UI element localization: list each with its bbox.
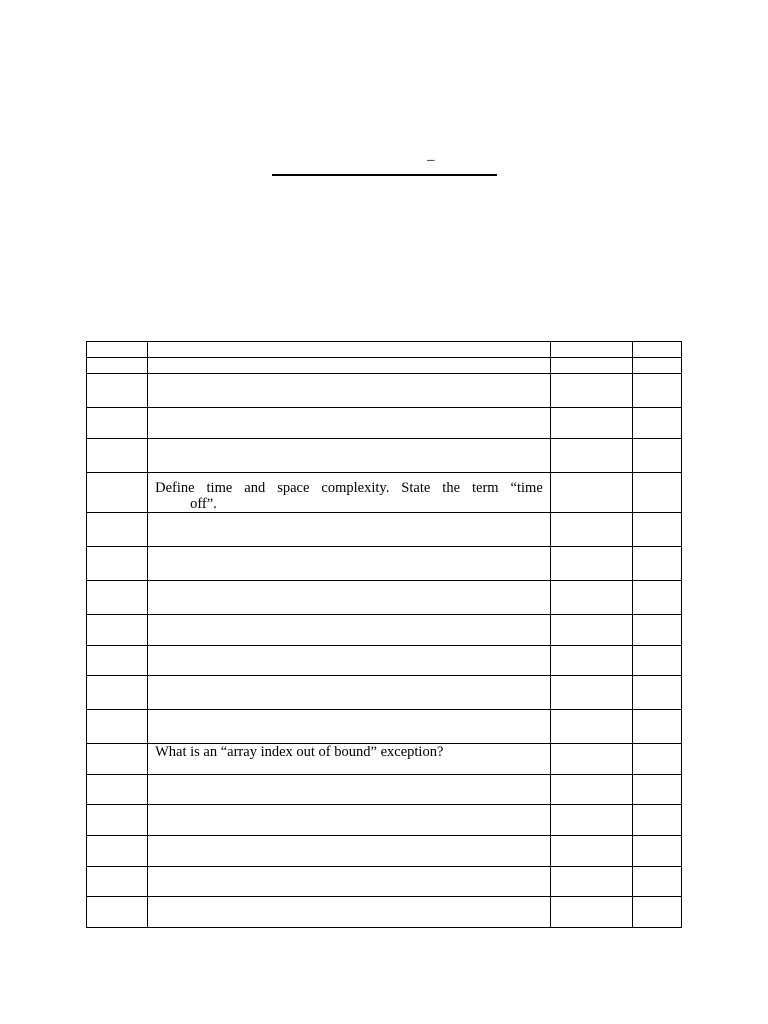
cell-no bbox=[87, 646, 148, 676]
cell-co bbox=[550, 676, 632, 710]
cell-marks bbox=[632, 473, 681, 513]
cell-question bbox=[148, 710, 551, 744]
cell-no bbox=[87, 897, 148, 928]
title-dash: – bbox=[427, 152, 435, 168]
table-row bbox=[87, 513, 682, 547]
table-row bbox=[87, 547, 682, 581]
cell-no bbox=[87, 676, 148, 710]
cell-no bbox=[87, 358, 148, 374]
cell-marks bbox=[632, 744, 681, 775]
cell-marks bbox=[632, 408, 681, 439]
cell-question bbox=[148, 547, 551, 581]
cell-no bbox=[87, 342, 148, 358]
table-row bbox=[87, 744, 682, 775]
cell-co bbox=[550, 836, 632, 867]
cell-co bbox=[550, 342, 632, 358]
table-row bbox=[87, 473, 682, 513]
cell-co bbox=[550, 897, 632, 928]
cell-co bbox=[550, 744, 632, 775]
cell-marks bbox=[632, 836, 681, 867]
cell-no bbox=[87, 775, 148, 805]
table-row bbox=[87, 676, 682, 710]
cell-marks bbox=[632, 358, 681, 374]
table-row bbox=[87, 439, 682, 473]
cell-marks bbox=[632, 547, 681, 581]
cell-co bbox=[550, 775, 632, 805]
table-row bbox=[87, 775, 682, 805]
table-row bbox=[87, 805, 682, 836]
cell-no bbox=[87, 374, 148, 408]
cell-marks bbox=[632, 374, 681, 408]
question-table bbox=[86, 341, 682, 928]
cell-marks bbox=[632, 710, 681, 744]
cell-question bbox=[148, 867, 551, 897]
cell-co bbox=[550, 805, 632, 836]
cell-no bbox=[87, 473, 148, 513]
cell-question bbox=[148, 473, 551, 513]
cell-no bbox=[87, 581, 148, 615]
cell-no bbox=[87, 408, 148, 439]
question-line: off”. bbox=[190, 496, 217, 512]
cell-co bbox=[550, 374, 632, 408]
table-row bbox=[87, 615, 682, 646]
cell-question bbox=[148, 897, 551, 928]
table-row bbox=[87, 581, 682, 615]
question-text bbox=[148, 473, 550, 512]
cell-question bbox=[148, 646, 551, 676]
cell-question bbox=[148, 408, 551, 439]
table-row bbox=[87, 646, 682, 676]
table-row bbox=[87, 867, 682, 897]
cell-no bbox=[87, 805, 148, 836]
question-text: What is an “array index out of bound” exception? bbox=[155, 744, 444, 760]
cell-question bbox=[148, 374, 551, 408]
cell-co bbox=[550, 408, 632, 439]
cell-marks bbox=[632, 805, 681, 836]
cell-question bbox=[148, 615, 551, 646]
cell-question bbox=[148, 744, 551, 775]
cell-no bbox=[87, 744, 148, 775]
cell-question bbox=[148, 513, 551, 547]
cell-marks bbox=[632, 581, 681, 615]
cell-co bbox=[550, 547, 632, 581]
table-row bbox=[87, 342, 682, 358]
cell-no bbox=[87, 547, 148, 581]
cell-question bbox=[148, 581, 551, 615]
cell-question bbox=[148, 358, 551, 374]
cell-no bbox=[87, 710, 148, 744]
cell-question bbox=[148, 676, 551, 710]
cell-marks bbox=[632, 676, 681, 710]
cell-marks bbox=[632, 867, 681, 897]
table-row bbox=[87, 836, 682, 867]
cell-marks bbox=[632, 513, 681, 547]
table-row bbox=[87, 374, 682, 408]
cell-co bbox=[550, 710, 632, 744]
cell-co bbox=[550, 513, 632, 547]
cell-marks bbox=[632, 897, 681, 928]
table-row bbox=[87, 710, 682, 744]
table-row bbox=[87, 408, 682, 439]
cell-co bbox=[550, 867, 632, 897]
cell-question bbox=[148, 836, 551, 867]
cell-marks bbox=[632, 615, 681, 646]
title-underline bbox=[272, 174, 497, 176]
cell-no bbox=[87, 439, 148, 473]
cell-co bbox=[550, 646, 632, 676]
cell-no bbox=[87, 867, 148, 897]
cell-marks bbox=[632, 646, 681, 676]
cell-question bbox=[148, 439, 551, 473]
cell-no bbox=[87, 513, 148, 547]
cell-marks bbox=[632, 775, 681, 805]
question-line: Define time and space complexity. State the term “time bbox=[155, 480, 543, 496]
cell-no bbox=[87, 836, 148, 867]
cell-co bbox=[550, 439, 632, 473]
cell-question bbox=[148, 775, 551, 805]
cell-co bbox=[550, 473, 632, 513]
table-row bbox=[87, 358, 682, 374]
cell-no bbox=[87, 615, 148, 646]
cell-co bbox=[550, 358, 632, 374]
cell-question bbox=[148, 805, 551, 836]
cell-marks bbox=[632, 342, 681, 358]
cell-co bbox=[550, 615, 632, 646]
cell-question bbox=[148, 342, 551, 358]
table-row bbox=[87, 897, 682, 928]
cell-marks bbox=[632, 439, 681, 473]
cell-co bbox=[550, 581, 632, 615]
